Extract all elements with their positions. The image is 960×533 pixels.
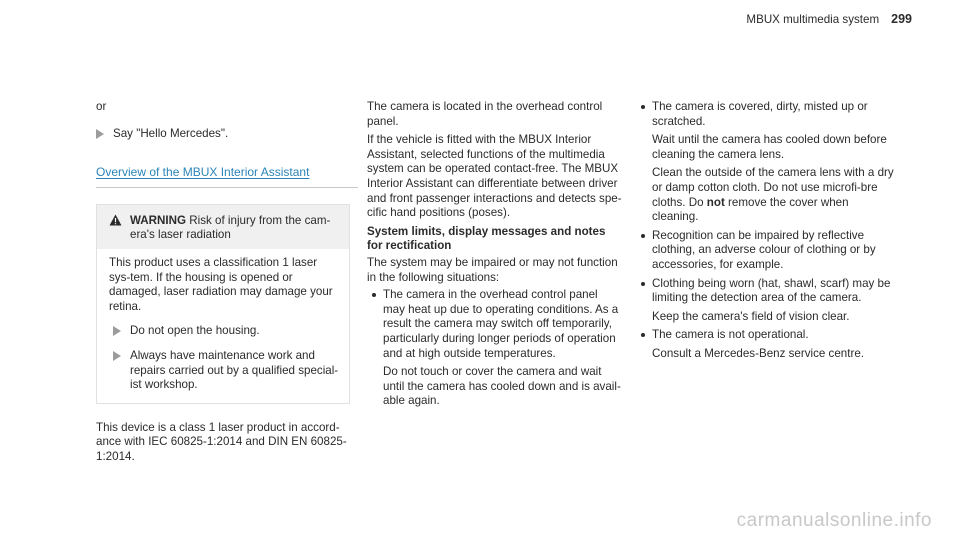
step-say-hello bbox=[96, 127, 358, 142]
warning-label: WARNING bbox=[130, 213, 187, 227]
list-item bbox=[636, 277, 898, 325]
warning-title-text: Risk of injury from the cam-era's laser radiation bbox=[130, 213, 331, 242]
list-item-text: The camera is covered, dirty, misted up or scratched. bbox=[652, 100, 868, 128]
or-text: or bbox=[96, 100, 107, 113]
bullet-icon bbox=[641, 105, 645, 109]
system-limits-text: The system may be impaired or may not function in the following situations: bbox=[367, 255, 618, 284]
list-item-note bbox=[652, 166, 898, 224]
warning-step-1-text: Do not open the housing. bbox=[130, 324, 260, 338]
arrow-right-icon bbox=[113, 351, 121, 361]
step-say-hello-text: Say "Hello Mercedes". bbox=[113, 126, 229, 140]
limits-list bbox=[367, 288, 622, 409]
warning-body bbox=[97, 249, 349, 403]
device-class-text: This device is a class 1 laser product in accord-ance with IEC 60825-1:2014 and DIN EN 60825-1:2014. bbox=[96, 420, 347, 463]
list-item-note: Do not touch or cover the camera and wait until the camera has cooled down and is avail-able again. bbox=[383, 365, 621, 408]
bullet-icon bbox=[641, 234, 645, 238]
system-limits-heading: System limits, display messages and notes for rectification bbox=[367, 224, 606, 253]
warning-step-2-text: Always have maintenance work and repairs carried out by a qualified special-ist workshop. bbox=[130, 348, 339, 392]
list-item-note: Consult a Mercedes-Benz service centre. bbox=[652, 346, 864, 360]
arrow-right-icon bbox=[113, 326, 121, 336]
warning-header bbox=[97, 205, 349, 249]
vehicle-fitted-text: If the vehicle is fitted with the MBUX Interior Assistant, selected functions of the multimedia system can be operated contact-free. The MBUX Interior Assistant can differentiate between driver and front passenger interactions and detects spe-cific hand positions (poses). bbox=[367, 133, 622, 220]
warning-title bbox=[130, 214, 339, 243]
page-number: 299 bbox=[891, 12, 912, 26]
warning-step-2 bbox=[109, 349, 339, 393]
note-emphasis: not bbox=[706, 195, 725, 209]
warning-triangle-icon bbox=[109, 214, 122, 226]
list-item-text: Clothing being worn (hat, shawl, scarf) may be limiting the detection area of the camera. bbox=[652, 276, 891, 305]
bullet-icon bbox=[372, 293, 376, 297]
warning-step-1 bbox=[109, 324, 339, 339]
warning-box bbox=[96, 204, 350, 404]
note-text-part: remove the cover when cleaning. bbox=[652, 195, 849, 224]
limits-list-continued bbox=[636, 100, 898, 362]
section-divider bbox=[96, 187, 358, 188]
note-text-part: Clean the outside of the camera lens with a dry or damp cotton cloth. Do not use microfi-bre cloths. Do bbox=[652, 166, 894, 209]
page-header bbox=[746, 12, 912, 28]
header-title: MBUX multimedia system bbox=[746, 13, 880, 26]
warning-body-text: This product uses a classification 1 laser sys-tem. If the housing is opened or damaged, laser radiation may damage your retina. bbox=[109, 255, 333, 313]
list-item-text: Recognition can be impaired by reflective clothing, an adverse colour of clothing or by accessories, for example. bbox=[652, 228, 876, 271]
list-item-note: Keep the camera's field of vision clear. bbox=[652, 309, 850, 323]
list-item bbox=[636, 100, 898, 225]
column-middle bbox=[367, 100, 622, 409]
section-heading-link[interactable]: Overview of the MBUX Interior Assistant bbox=[96, 165, 310, 180]
watermark: carmanualsonline.info bbox=[736, 510, 932, 532]
list-item bbox=[636, 328, 898, 361]
column-left bbox=[96, 100, 358, 465]
list-item-text: The camera in the overhead control panel may heat up due to operating conditions. As a result the camera may switch off temporarily, particularly during longer periods of operation and at high outside temperatures. bbox=[383, 288, 619, 360]
list-item-note: Wait until the camera has cooled down before cleaning the camera lens. bbox=[652, 133, 887, 161]
bullet-icon bbox=[641, 333, 645, 337]
bullet-icon bbox=[641, 282, 645, 286]
list-item bbox=[367, 288, 622, 409]
list-item bbox=[636, 229, 898, 273]
column-right bbox=[636, 100, 898, 362]
camera-location-text: The camera is located in the overhead control panel. bbox=[367, 100, 603, 128]
arrow-right-icon bbox=[96, 129, 104, 139]
list-item-text: The camera is not operational. bbox=[652, 328, 809, 342]
